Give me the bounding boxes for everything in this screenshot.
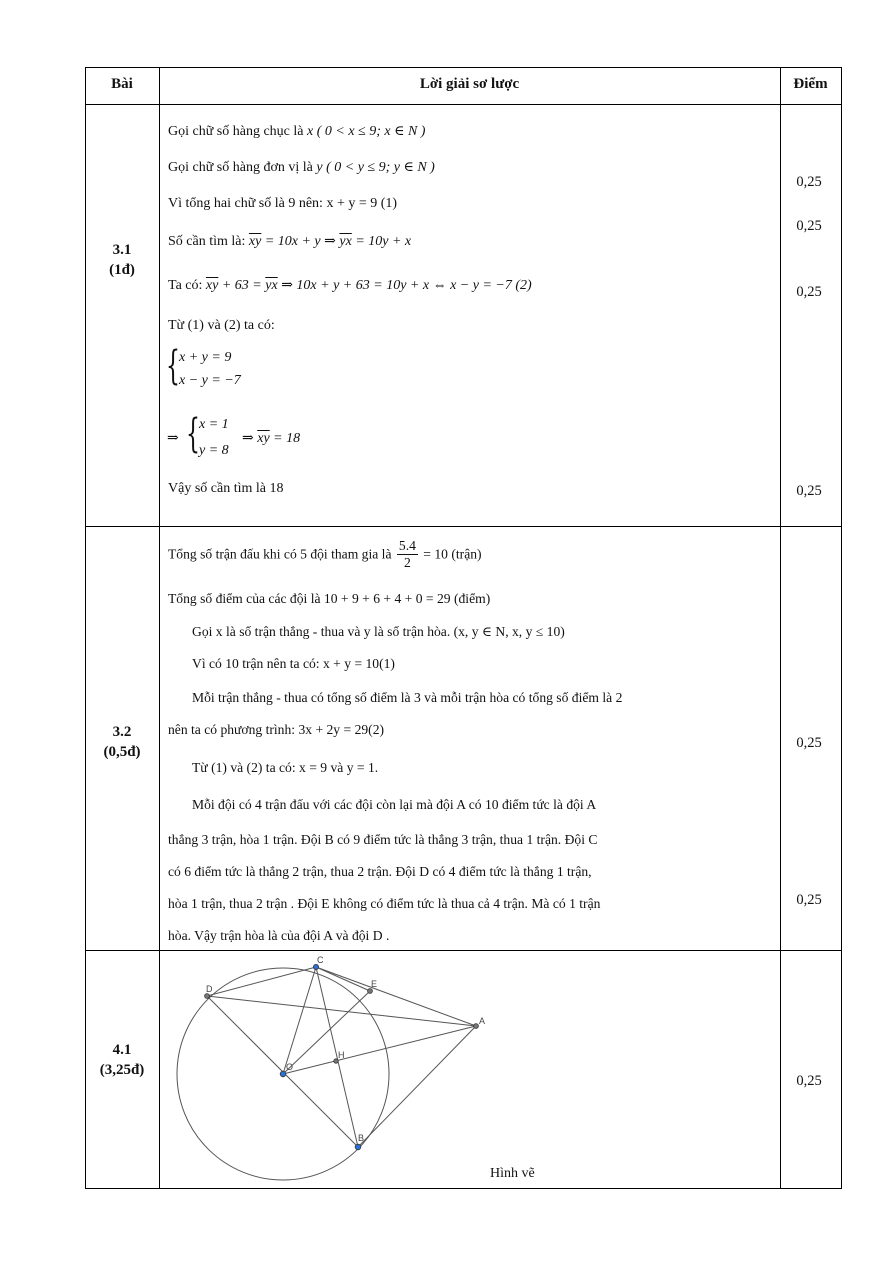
system-eq-4: y = 8	[199, 443, 229, 458]
column-separator-2	[780, 67, 781, 1189]
segment-ce	[316, 967, 370, 991]
math-overline: $\overline{xy}$	[257, 431, 270, 446]
problem-number: 3.1	[112, 242, 132, 258]
point-c	[313, 964, 318, 969]
fraction-numerator: 5.4	[398, 538, 416, 553]
score: 0,25	[796, 735, 822, 751]
system-eq-3: x = 1	[199, 417, 229, 432]
fraction	[397, 538, 418, 571]
solution-line: Mỗi đội có 4 trận đấu với các đội còn lại mà đội A có 10 điểm tức là đội A	[192, 797, 597, 812]
label-h: H	[338, 1050, 345, 1060]
label-b: B	[358, 1133, 365, 1143]
text: Ta có:	[168, 278, 206, 293]
solution-line	[168, 233, 411, 250]
math: ( 0 < y ≤ 9; y ∈ N )	[322, 160, 435, 175]
label-a: A	[479, 1016, 486, 1026]
problem-number: 3.2	[112, 724, 132, 740]
fraction-denominator: 2	[404, 555, 411, 570]
solution-line	[168, 277, 532, 294]
math: ( 0 < x ≤ 9; x ∈ N )	[313, 124, 426, 139]
system-eq-2: x − y = −7	[179, 373, 241, 388]
text: Gọi chữ số hàng đơn vị là	[168, 160, 317, 175]
problem-label-3-2	[85, 722, 159, 762]
solution-line: thắng 3 trận, hòa 1 trận. Đội B có 9 điểm tức là thắng 3 trận, thua 1 trận. Đội C	[168, 832, 598, 847]
text: Tổng số trận đấu khi có 5 đội tham gia là	[168, 546, 395, 562]
problem-points: (0,5đ)	[103, 744, 141, 760]
problem-points: (1đ)	[109, 262, 135, 278]
implies-symbol: ⇒	[167, 431, 179, 446]
solution-line: hòa 1 trận, thua 2 trận . Đội E không có điểm tức là thua cả 4 trận. Mà có 1 trận	[168, 896, 601, 911]
segment-oa	[283, 1026, 476, 1074]
geometry-figure	[160, 951, 780, 1188]
solution-line: Vậy số cần tìm là 18	[168, 481, 284, 496]
math: + 63 =	[218, 278, 266, 293]
label-e: E	[371, 979, 378, 989]
score: 0,25	[796, 284, 822, 300]
row-separator-1	[85, 526, 842, 527]
problem-number: 4.1	[112, 1042, 132, 1058]
solution-line	[168, 123, 425, 140]
score: 0,25	[796, 483, 822, 499]
score: 0,25	[796, 892, 822, 908]
text: Gọi chữ số hàng chục là	[168, 124, 307, 139]
solution-line: Từ (1) và (2) ta có: x = 9 và y = 1.	[192, 760, 379, 775]
segment-ba	[358, 1026, 476, 1147]
label-c: C	[317, 955, 324, 965]
brace-system-2: {	[186, 411, 200, 457]
point-o	[280, 1071, 286, 1077]
label-o: O	[286, 1062, 294, 1072]
text: = 10 (trận)	[419, 546, 482, 562]
math: y	[316, 160, 323, 175]
math: ⇒	[242, 431, 258, 446]
solution-line: hòa. Vậy trận hòa là của đội A và đội D .	[168, 928, 390, 943]
point-a	[474, 1024, 479, 1029]
system-eq-1: x + y = 9	[179, 350, 232, 365]
table-border-top	[85, 67, 842, 68]
math: = 10y + x	[351, 234, 412, 249]
header-loi-giai: Lời giải sơ lược	[419, 76, 520, 92]
score: 0,25	[796, 174, 822, 190]
solution-line: có 6 điểm tức là thắng 2 trận, thua 2 trận. Đội D có 4 điểm tức là thắng 1 trận,	[168, 864, 592, 879]
solution-line: Vì có 10 trận nên ta có: x + y = 10(1)	[192, 656, 395, 671]
math-overline: $\overline{yx}$	[339, 234, 352, 249]
segment-dc	[207, 967, 316, 996]
solution-line: Gọi x là số trận thắng - thua và y là số trận hòa. (x, y ∈ N, x, y ≤ 10)	[192, 624, 565, 639]
math: = 18	[269, 431, 301, 446]
score: 0,25	[796, 1073, 822, 1089]
math-overline: $\overline{yx}$	[265, 278, 278, 293]
problem-label-4-1	[85, 1040, 159, 1080]
table-border-left	[85, 67, 86, 1189]
brace-system-1: {	[166, 343, 180, 389]
math-overline: $\overline{xy}$	[205, 278, 219, 293]
point-b	[355, 1144, 361, 1150]
solution-line: Từ (1) và (2) ta có:	[168, 318, 275, 333]
math: = 10x + y ⇒	[261, 234, 340, 249]
math-overline: $\overline{xy}$	[248, 234, 262, 249]
solution-line	[168, 538, 482, 571]
table-border-bottom	[85, 1188, 842, 1189]
solution-line: Mỗi trận thắng - thua có tổng số điểm là 3 và mỗi trận hòa có tổng số điểm là 2	[192, 690, 623, 705]
header-separator	[85, 104, 842, 105]
math: ⇒ 10x + y + 63 = 10y + x ⇔ x − y = −7 (2)	[277, 278, 532, 293]
table-border-right	[841, 67, 842, 1189]
problem-label-3-1	[85, 240, 159, 280]
text: Số cần tìm là:	[168, 234, 249, 249]
figure-caption: Hình vẽ	[490, 1166, 535, 1181]
solution-line	[168, 159, 435, 176]
point-d	[205, 994, 210, 999]
score: 0,25	[796, 218, 822, 234]
header-diem: Điểm	[793, 76, 828, 92]
solution-line: Vì tổng hai chữ số là 9 nên: x + y = 9 (1)	[168, 196, 398, 211]
result-line	[242, 430, 300, 447]
solution-line: nên ta có phương trình: 3x + 2y = 29(2)	[168, 722, 385, 737]
header-bai: Bài	[111, 76, 133, 92]
problem-points: (3,25đ)	[99, 1062, 145, 1078]
point-e	[368, 989, 373, 994]
solution-line: Tổng số điểm của các đội là 10 + 9 + 6 + 4 + 0 = 29 (điểm)	[168, 591, 491, 606]
label-d: D	[206, 984, 213, 994]
math: x	[307, 124, 314, 139]
